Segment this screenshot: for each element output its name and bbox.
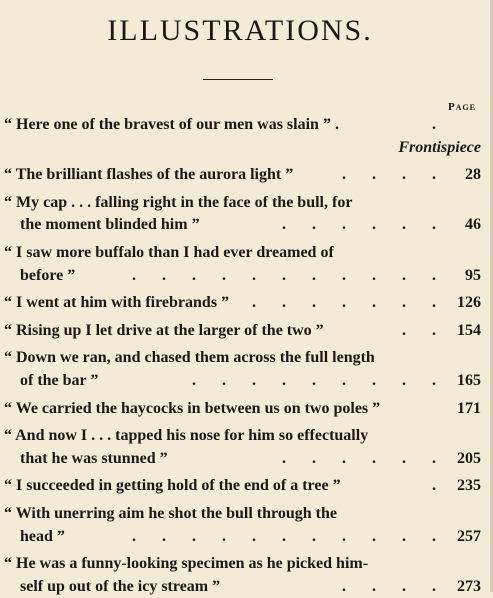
entry-caption: “ With unerring aim he shot the bull through the [4, 504, 337, 522]
entry-line [0, 475, 481, 498]
dot-leader: . . . . . . [282, 449, 447, 467]
entry-caption: “ He was a funny-looking specimen as he picked him- [4, 555, 369, 573]
dot-leader: . . [402, 321, 447, 339]
illustration-entry [0, 192, 481, 237]
entry-caption: “ My cap . . . falling right in the face of the bull, for [4, 193, 353, 211]
entry-line [0, 398, 481, 421]
entry-caption: “ The brilliant flashes of the aurora light ” [4, 166, 294, 184]
entry-line [0, 192, 481, 215]
illustration-entry [0, 292, 481, 315]
entry-line [0, 576, 481, 598]
entry-page-number: 95 [465, 266, 481, 284]
title-rule [203, 79, 273, 80]
entry-caption: “ I went at him with firebrands ” [4, 294, 230, 312]
illustration-entry [0, 242, 481, 287]
illustration-entry [0, 503, 481, 548]
entry-line [0, 114, 481, 137]
entry-line [0, 242, 481, 265]
entry-page-number: 171 [457, 399, 481, 417]
entry-caption: “ Down we ran, and chased them across the full length [4, 349, 375, 367]
entry-line [0, 553, 481, 576]
entry-caption: self up out of the icy stream ” [20, 577, 221, 595]
entry-caption: “ Here one of the bravest of our men was slain ” . [4, 116, 339, 133]
entry-page-number: 165 [457, 371, 481, 389]
dot-leader: . . . . . . . . . . . [132, 266, 447, 284]
illustration-entry [0, 164, 481, 187]
entry-line [0, 425, 481, 448]
entry-caption: “ And now I . . . tapped his nose for him so effectually [4, 427, 369, 445]
entry-line [0, 292, 481, 315]
dot-leader: . . . . . . . . . [192, 371, 447, 389]
entry-line [0, 448, 481, 471]
entry-page-number: 205 [457, 449, 481, 467]
entry-caption: that he was stunned ” [20, 449, 168, 467]
illustration-entry [0, 320, 481, 343]
entry-page-number: 154 [457, 321, 481, 339]
entry-page-number: 257 [457, 527, 481, 545]
dot-leader: . [432, 477, 447, 495]
dot-leader: . [432, 116, 447, 133]
illustration-entry [0, 553, 481, 598]
entry-page-number: 46 [465, 216, 481, 234]
entry-caption: head ” [20, 527, 65, 545]
entry-line [0, 320, 481, 343]
dot-leader: . . . . . . . . . . . [132, 527, 447, 545]
entry-line [0, 265, 481, 288]
entry-page-number: 273 [457, 577, 481, 595]
dot-leader: . . . . . . . [252, 294, 447, 312]
entry-line [0, 347, 481, 370]
entry-line [0, 503, 481, 526]
dot-leader: . . . . . . [282, 216, 447, 234]
entry-caption: “ I succeeded in getting hold of the end of a tree ” [4, 477, 341, 495]
entry-page-number: 28 [465, 166, 481, 184]
illustration-entry [0, 398, 481, 421]
entry-caption: of the bar ” [20, 371, 99, 389]
illustration-entry [0, 114, 481, 159]
entry-caption: the moment blinded him ” [20, 216, 200, 234]
entry-page-number: 235 [457, 477, 481, 495]
illustration-entry [0, 475, 481, 498]
entry-caption: “ Rising up I let drive at the larger of the two ” [4, 321, 324, 339]
dot-leader: . . . . [342, 577, 447, 595]
illustration-entry [0, 347, 481, 392]
entry-caption: “ I saw more buffalo than I had ever dreamed of [4, 243, 334, 261]
entry-line [0, 526, 481, 549]
entry-line [0, 214, 481, 237]
entry-caption: “ We carried the haycocks in between us on two poles ” [4, 399, 381, 417]
dot-leader: . . . . [342, 166, 447, 184]
entry-page-number: 126 [457, 294, 481, 312]
page-title: ILLUSTRATIONS. [107, 14, 373, 47]
illustration-entry [0, 425, 481, 470]
entry-line [0, 164, 481, 187]
page-column-label: Page [447, 101, 476, 113]
frontispiece-label: Frontispiece [398, 138, 481, 156]
illustrations-list [0, 114, 481, 598]
entry-caption: before ” [20, 266, 76, 284]
entry-line [0, 370, 481, 393]
